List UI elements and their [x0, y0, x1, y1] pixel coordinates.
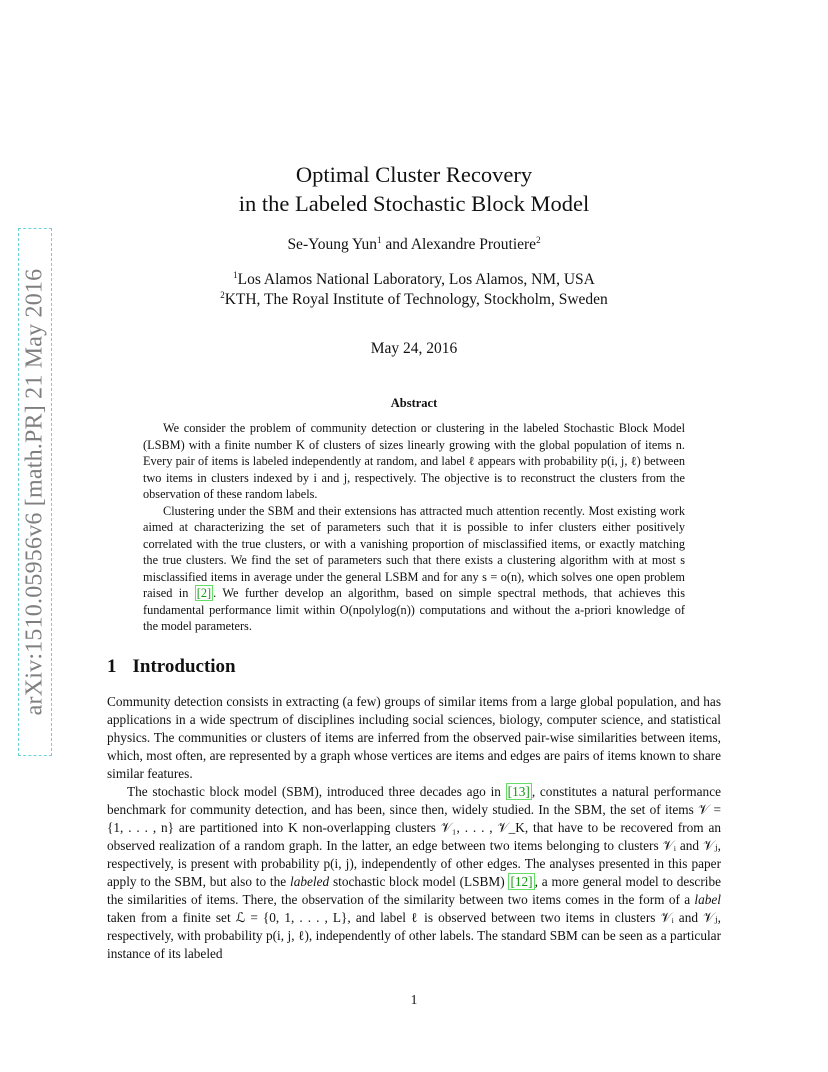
intro-emphasis-labeled: labeled [290, 874, 330, 889]
affiliation-2 [0, 290, 828, 310]
arxiv-stamp: arXiv:1510.05956v6 [math.PR] 21 May 2016 [21, 268, 48, 716]
affiliation-2-text: KTH, The Royal Institute of Technology, Stockholm, Sweden [224, 291, 608, 308]
intro-p2-part-c: stochastic block model (LSBM) [329, 874, 509, 889]
title-line-1: Optimal Cluster Recovery [295, 162, 533, 187]
abstract-body [143, 420, 685, 635]
citation-link-13[interactable]: [13] [507, 784, 530, 799]
intro-paragraph-2 [107, 783, 721, 963]
affiliation-1-text: Los Alamos National Laboratory, Los Alamos, NM, USA [237, 271, 595, 288]
author-2-sup: 2 [536, 234, 541, 245]
affiliation-2-sup: 2 [220, 289, 225, 300]
section-number: 1 [107, 656, 117, 677]
abstract-paragraph-1: We consider the problem of community detection or clustering in the labeled Stochastic Block Model (LSBM) with a finite number K of clusters of sizes linearly growing with the global population of items n. Every pair of items is labeled independently at random, and label ℓ appears with probability p(i, j, ℓ) between two items in clusters indexed by i and j, respectively. The objective is to reconstruct the clusters from the observation of these random labels. [143, 421, 685, 501]
intro-p2-part-d: , a more general model to describe the similarities of items. There, the observation of the similarity between two items comes in the form of a [107, 874, 721, 907]
intro-paragraph-1: Community detection consists in extracting (a few) groups of similar items from a large global population, and has applications in a wide spectrum of disciplines including social sciences, biology, computer science, and statistical physics. The communities or clusters of items are inferred from the observed pair-wise similarities between items, which, most often, are represented by a graph whose vertices are items and edges are pairs of items known to share similar features. [107, 694, 721, 781]
abstract-paragraph-2 [143, 503, 685, 635]
affiliation-1-sup: 1 [233, 269, 238, 280]
abstract-heading: Abstract [390, 396, 438, 410]
paper-date: May 24, 2016 [370, 340, 458, 357]
paper-title [0, 160, 828, 218]
affiliations [0, 270, 828, 310]
author-and: and [381, 236, 411, 253]
author-list [0, 236, 828, 254]
page-number: 1 [410, 992, 418, 1007]
intro-p2-part-a: The stochastic block model (SBM), introduced three decades ago in [127, 784, 506, 799]
author-1: Se-Young Yun [287, 236, 378, 253]
affiliation-1 [0, 270, 828, 290]
section-heading-introduction [107, 656, 236, 678]
abstract-p2-part-b: . We further develop an algorithm, based on simple spectral methods, that achieves this fundamental performance limit within O(npolylog(n)) computations and without the a-priori knowledge of the model parameters. [143, 586, 686, 633]
citation-link-12[interactable]: [12] [510, 874, 533, 889]
title-line-2: in the Labeled Stochastic Block Model [238, 191, 590, 216]
intro-p2-part-e: taken from a finite set ℒ = {0, 1, . . . , L}, and label ℓ is observed between two items in clusters 𝒱ᵢ and 𝒱ⱼ, respectively, with probability p(i, j, ℓ), independently of other labels. The standard SBM can be seen as a particular instance of its labeled [107, 910, 721, 961]
abstract-p2-part-a: Clustering under the SBM and their extensions has attracted much attention recently. Most existing work aimed at characterizing the set of parameters such that it is possible to infer clusters either positively correlated with the true clusters, or with a vanishing proportion of misclassified items, or exactly matching the true clusters. We find the set of parameters such that there exists a clustering algorithm with at most s misclassified items in average under the general LSBM and for any s = o(n), which solves one open problem raised in [143, 503, 685, 600]
intro-emphasis-label: label [694, 892, 721, 907]
introduction-body [107, 693, 721, 963]
citation-link-2[interactable]: [2] [196, 586, 212, 600]
section-title: Introduction [132, 656, 236, 677]
author-1-sup: 1 [377, 234, 382, 245]
intro-p2-part-b: , constitutes a natural performance benchmark for community detection, and has been, since then, widely studied. In the SBM, the set of items 𝒱 = {1, . . . , n} are partitioned into K non-overlapping clusters 𝒱₁, . . . , 𝒱_K, that have to be recovered from an observed realization of a random graph. In the latter, an edge between two items belonging to clusters 𝒱ᵢ and 𝒱ⱼ, respectively, is present with probability p(i, j), independently of other edges. The analyses presented in this paper apply to the SBM, but also to the [107, 784, 722, 889]
author-2: Alexandre Proutiere [410, 236, 537, 253]
